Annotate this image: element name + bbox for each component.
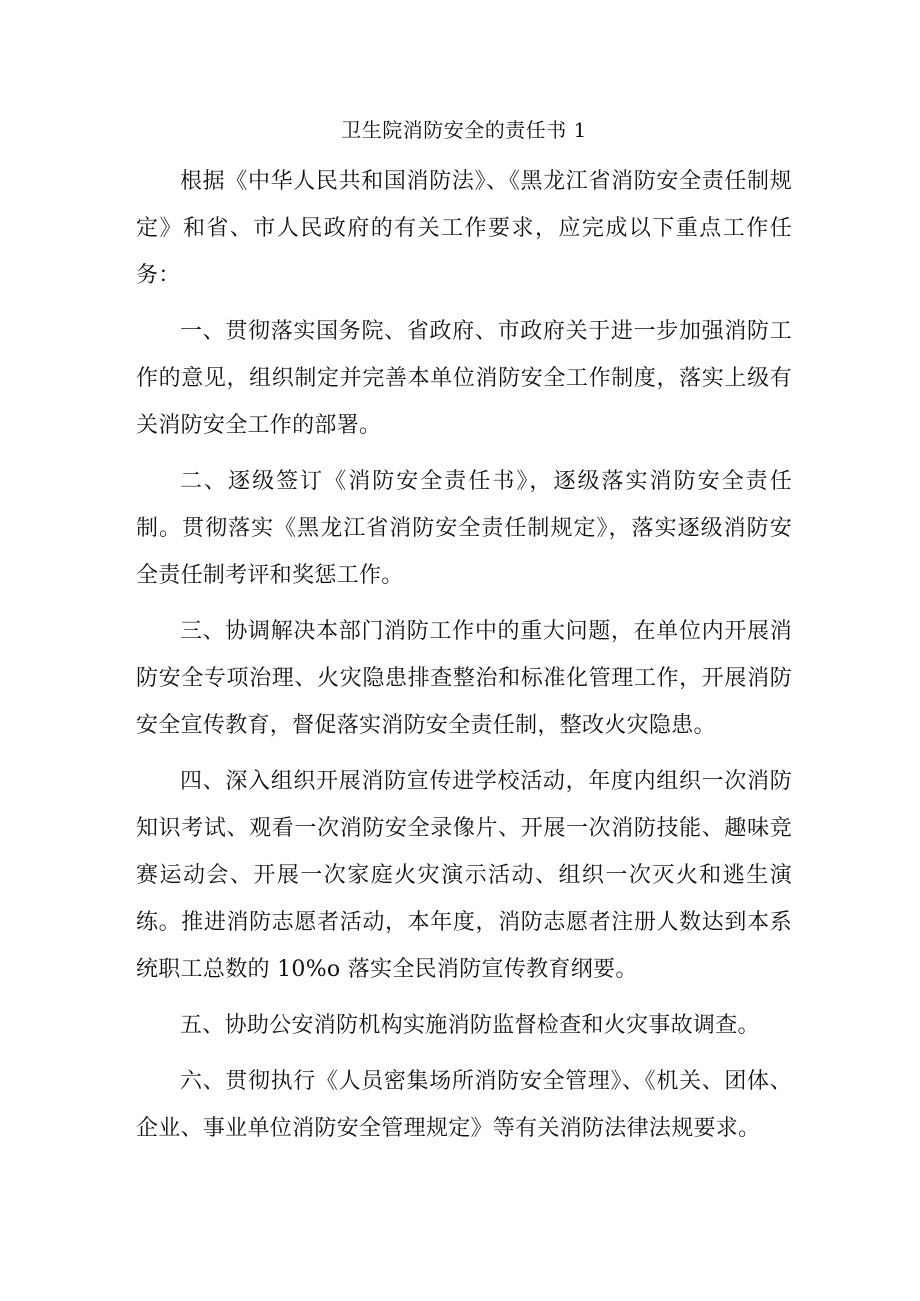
paragraph-item-5: 五、协助公安消防机构实施消防监督检查和火灾事故调查。 — [180, 1013, 760, 1038]
paragraph-item-6: 六、贯彻执行《人员密集场所消防安全管理》、《机关、团体、企业、事业单位消防安全管理规定》等有关消防法律法规要求。 — [136, 1069, 792, 1141]
paragraph-item-3: 三、协调解决本部门消防工作中的重大问题，在单位内开展消防安全专项治理、火灾隐患排查整治和标准化管理工作，开展消防安全宣传教育，督促落实消防安全责任制，整改火灾隐患。 — [136, 619, 792, 738]
paragraph-item-4: 四、深入组织开展消防宣传进学校活动，年度内组织一次消防知识考试、观看一次消防安全录像片、开展一次消防技能、趣味竞赛运动会、开展一次家庭火灾演示活动、组织一次灭火和逃生演练。推进消防志愿者活动，本年度，消防志愿者注册人数达到本系统职工总数的 10%o 落实全民消防宣传教育纲要。 — [136, 769, 792, 982]
paragraph-item-2: 二、逐级签订《消防安全责任书》，逐级落实消防安全责任制。贯彻落实《黑龙江省消防安全责任制规定》，落实逐级消防安全责任制考评和奖惩工作。 — [136, 469, 792, 588]
paragraph-item-1: 一、贯彻落实国务院、省政府、市政府关于进一步加强消防工作的意见，组织制定并完善本单位消防安全工作制度，落实上级有关消防安全工作的部署。 — [136, 319, 792, 438]
document-title: 卫生院消防安全的责任书 1 — [341, 118, 587, 142]
document-page — [136, 114, 792, 1161]
paragraph-intro: 根据《中华人民共和国消防法》、《黑龙江省消防安全责任制规定》和省、市人民政府的有关工作要求，应完成以下重点工作任务： — [136, 169, 792, 288]
